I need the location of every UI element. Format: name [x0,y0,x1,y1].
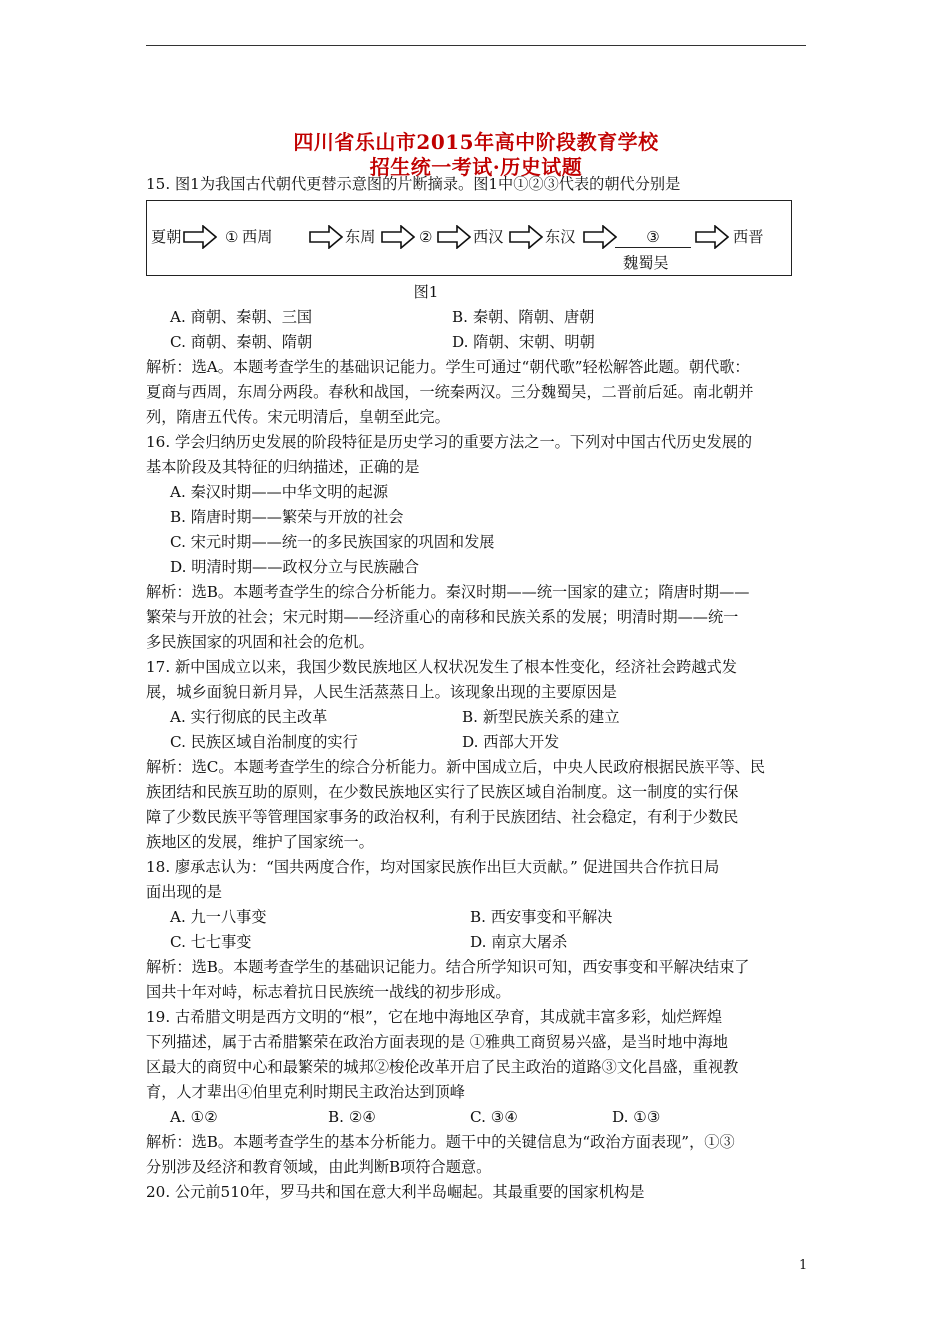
q16-stem-line: 16. 学会归纳历史发展的阶段特征是历史学习的重要方法之一。下列对中国古代历史发展的 [146,433,753,451]
q19-option-a: A. ①② [170,1108,218,1126]
dynasty-flow [147,201,791,277]
q15-option-b: B. 秦朝、隋朝、唐朝 [452,308,595,326]
q17-stem-line: 展，城乡面貌日新月异，人民生活蒸蒸日上。该现象出现的主要原因是 [146,683,617,701]
flow-item-2: ② [419,228,433,246]
q17-option-c: C. 民族区域自治制度的实行 [170,733,358,751]
q19-option-c: C. ③④ [470,1108,518,1126]
q19-option-d: D. ①③ [612,1108,661,1126]
q15-analysis-line: 解析：选A。本题考查学生的基础识记能力。学生可通过“朝代歌”轻松解答此题。朝代歌： [146,358,750,376]
q15-options-row2 [146,330,808,355]
arrow-right-icon [583,225,617,249]
flow-item-dongzhou: 东周 [345,228,376,246]
q15-option-c: C. 商朝、秦朝、隋朝 [170,333,313,351]
q17-analysis-line: 族地区的发展，维护了国家统一。 [146,833,374,851]
q17-option-d: D. 西部大开发 [462,733,560,751]
q16-option-c: C. 宋元时期——统一的多民族国家的巩固和发展 [170,533,495,551]
q16-analysis-line: 多民族国家的巩固和社会的危机。 [146,633,374,651]
page-title: 四川省乐山市2015年高中阶段教育学校 [293,130,659,154]
page-subtitle: 招生统一考试·历史试题 [369,155,583,179]
q19-stem-line: 育，人才辈出④伯里克利时期民主政治达到顶峰 [146,1083,465,1101]
q17-options-row2 [146,730,808,755]
q18-option-b: B. 西安事变和平解决 [470,908,613,926]
arrow-right-icon [309,225,343,249]
page-number: 1 [799,1258,808,1273]
q20-stem: 20. 公元前510年，罗马共和国在意大利半岛崛起。其最重要的国家机构是 [146,1183,645,1201]
flow-item-xihan: 西汉 [473,228,504,246]
q17-stem-line: 17. 新中国成立以来，我国少数民族地区人权状况发生了根本性变化，经济社会跨越式发 [146,658,737,676]
flow-sub-label: 魏蜀吴 [623,254,669,272]
q16-stem-line: 基本阶段及其特征的归纳描述，正确的是 [146,458,420,476]
flow-item-1: ① [225,228,239,246]
q16-analysis-line: 解析：选B。本题考查学生的综合分析能力。秦汉时期——统一国家的建立；隋唐时期—— [146,583,750,601]
flow-item-donghan: 东汉 [545,228,576,246]
q16-option-d: D. 明清时期——政权分立与民族融合 [170,558,420,576]
q17-option-a: A. 实行彻底的民主改革 [170,708,328,726]
dynasty-flow-figure [146,200,792,276]
arrow-right-icon [509,225,543,249]
flow-item-xia: 夏朝 [151,228,182,246]
flow-item-3-blank: ③ [615,227,691,248]
q17-options-row1 [146,705,808,730]
q16-analysis-line: 繁荣与开放的社会；宋元时期——经济重心的南移和民族关系的发展；明清时期——统一 [146,608,739,626]
q19-options-row [146,1105,808,1130]
q18-option-c: C. 七七事变 [170,933,252,951]
q18-options-row2 [146,930,808,955]
arrow-right-icon [381,225,415,249]
arrow-right-icon [695,225,729,249]
q18-stem-line: 面出现的是 [146,883,222,901]
q17-analysis-line: 障了少数民族平等管理国家事务的政治权利，有利于民族团结、社会稳定，有利于少数民 [146,808,739,826]
q19-stem-line: 下列描述，属于古希腊繁荣在政治方面表现的是 ①雅典工商贸易兴盛，是当时地中海地 [146,1033,728,1051]
q18-stem-line: 18. 廖承志认为：“国共两度合作，均对国家民族作出巨大贡献。” 促进国共合作抗日局 [146,858,720,876]
q19-option-b: B. ②④ [328,1108,377,1126]
q15-options-row1 [146,305,808,330]
q15-option-a: A. 商朝、秦朝、三国 [170,308,313,326]
q15-analysis-line: 夏商与西周，东周分两段。春秋和战国，一统秦两汉。三分魏蜀吴，二晋前后延。南北朝并 [146,383,754,401]
arrow-right-icon [183,225,217,249]
arrow-right-icon [437,225,471,249]
q15-stem: 15. 图1为我国古代朝代更替示意图的片断摘录。图1中①②③代表的朝代分别是 [146,175,681,193]
q18-analysis-line: 国共十年对峙，标志着抗日民族统一战线的初步形成。 [146,983,511,1001]
flow-item-xizhou: 西周 [242,228,273,246]
q16-option-a: A. 秦汉时期——中华文明的起源 [170,483,389,501]
q18-option-a: A. 九一八事变 [170,908,267,926]
q16-option-b: B. 隋唐时期——繁荣与开放的社会 [170,508,404,526]
q18-analysis-line: 解析：选B。本题考查学生的基础识记能力。结合所学知识可知，西安事变和平解决结束了 [146,958,750,976]
q17-analysis-line: 解析：选C。本题考查学生的综合分析能力。新中国成立后，中央人民政府根据民族平等、民 [146,758,766,776]
q15-analysis-line: 列，隋唐五代传。宋元明清后，皇朝至此完。 [146,408,450,426]
header-rule [146,45,806,46]
q19-analysis-line: 分别涉及经济和教育领域，由此判断B项符合题意。 [146,1158,492,1176]
q15-option-d: D. 隋朝、宋朝、明朝 [452,333,595,351]
q19-stem-line: 区最大的商贸中心和最繁荣的城邦②梭伦改革开启了民主政治的道路③文化昌盛，重视教 [146,1058,739,1076]
exam-content [146,172,808,1205]
q17-option-b: B. 新型民族关系的建立 [462,708,620,726]
q19-stem-line: 19. 古希腊文明是西方文明的“根”，它在地中海地区孕育，其成就丰富多彩，灿烂辉煌 [146,1008,723,1026]
q17-analysis-line: 族团结和民族互助的原则，在少数民族地区实行了民族区域自治制度。这一制度的实行保 [146,783,739,801]
figure-caption: 图1 [413,283,439,301]
flow-item-xijin: 西晋 [733,228,764,246]
q18-options-row1 [146,905,808,930]
q18-option-d: D. 南京大屠杀 [470,933,568,951]
q19-analysis-line: 解析：选B。本题考查学生的基本分析能力。题干中的关键信息为“政治方面表现”，①③ [146,1133,735,1151]
